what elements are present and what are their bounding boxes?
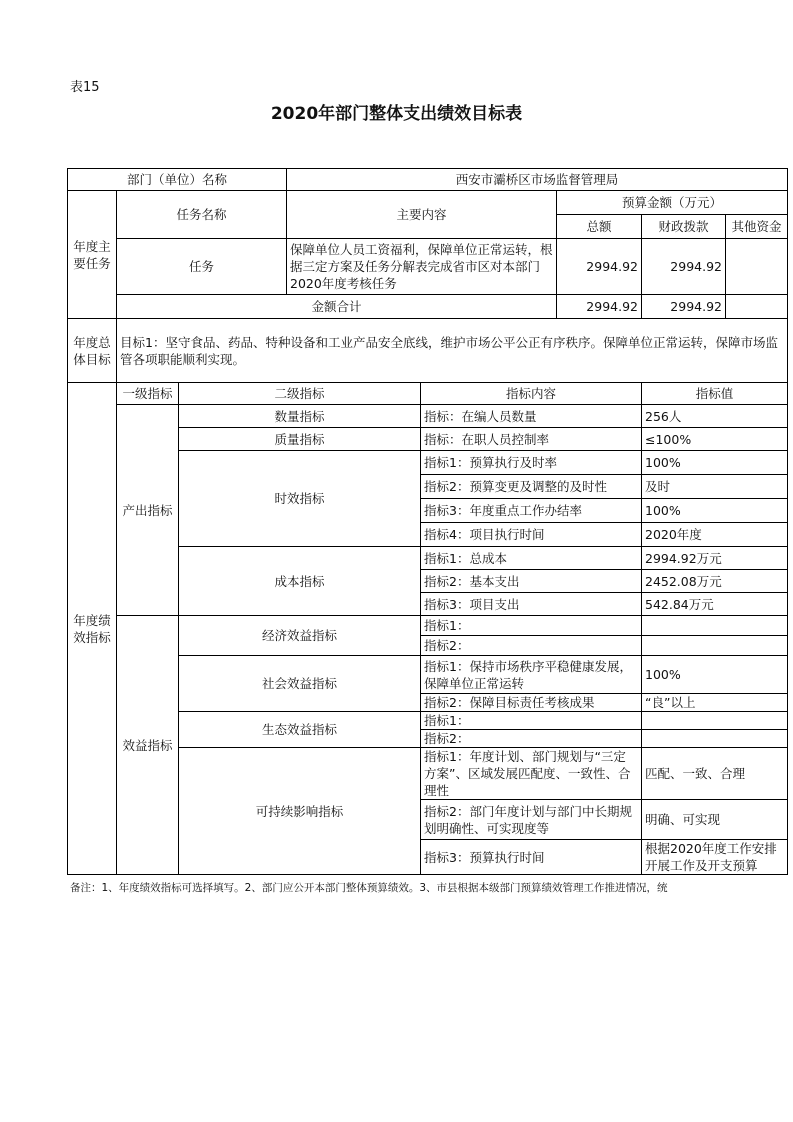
sum-total: 2994.92 xyxy=(557,295,642,319)
cost-value-2: 2452.08万元 xyxy=(642,570,788,593)
performance-target-table xyxy=(67,168,788,875)
sum-other xyxy=(726,295,788,319)
indicator-content-header: 指标内容 xyxy=(421,383,642,405)
timeliness-content-1: 指标1：预算执行及时率 xyxy=(421,451,642,475)
task-name: 任务 xyxy=(117,239,287,295)
task-fiscal: 2994.92 xyxy=(642,239,726,295)
sum-fiscal: 2994.92 xyxy=(642,295,726,319)
quantity-indicator-content: 指标：在编人员数量 xyxy=(421,405,642,428)
budget-header: 预算金额（万元） xyxy=(557,191,788,215)
tasks-section-label: 年度主要任务 xyxy=(68,191,117,319)
ecological-value-1 xyxy=(642,712,788,730)
sustainable-value-1: 匹配、一致、合理 xyxy=(642,748,788,800)
dept-label: 部门（单位）名称 xyxy=(68,169,287,191)
quality-indicator-value: ≤100% xyxy=(642,428,788,451)
perf-section-label: 年度绩效指标 xyxy=(68,383,117,875)
task-content-header: 主要内容 xyxy=(287,191,557,239)
timeliness-value-2: 及时 xyxy=(642,475,788,499)
cost-indicator-label: 成本指标 xyxy=(179,547,421,616)
sum-label: 金额合计 xyxy=(117,295,557,319)
budget-fiscal-header: 财政拨款 xyxy=(642,215,726,239)
quantity-indicator-label: 数量指标 xyxy=(179,405,421,428)
timeliness-content-4: 指标4：项目执行时间 xyxy=(421,523,642,547)
overall-goal-label: 年度总体目标 xyxy=(68,319,117,383)
economic-indicator-label: 经济效益指标 xyxy=(179,616,421,656)
sustainable-content-3: 指标3：预算执行时间 xyxy=(421,840,642,875)
economic-content-2: 指标2： xyxy=(421,636,642,656)
task-content: 保障单位人员工资福利，保障单位正常运转，根据三定方案及任务分解表完成省市区对本部门2020年度考核任务 xyxy=(287,239,557,295)
ecological-value-2 xyxy=(642,730,788,748)
overall-goal-text: 目标1：坚守食品、药品、特种设备和工业产品安全底线，维护市场公平公正有序秩序。保障单位正常运转，保障市场监管各项职能顺利实现。 xyxy=(117,319,788,383)
timeliness-content-2: 指标2：预算变更及调整的及时性 xyxy=(421,475,642,499)
timeliness-value-3: 100% xyxy=(642,499,788,523)
footnote: 备注：1、年度绩效指标可选择填写。2、部门应公开本部门整体预算绩效。3、市县根据本级部门预算绩效管理工作推进情况，统 xyxy=(70,882,668,894)
budget-total-header: 总额 xyxy=(557,215,642,239)
task-other xyxy=(726,239,788,295)
cost-value-3: 542.84万元 xyxy=(642,593,788,616)
timeliness-indicator-label: 时效指标 xyxy=(179,451,421,547)
cost-value-1: 2994.92万元 xyxy=(642,547,788,570)
level1-header: 一级指标 xyxy=(117,383,179,405)
sustainable-content-1: 指标1：年度计划、部门规划与“三定方案”、区域发展匹配度、一致性、合理性 xyxy=(421,748,642,800)
social-content-1: 指标1：保持市场秩序平稳健康发展，保障单位正常运转 xyxy=(421,656,642,694)
level2-header: 二级指标 xyxy=(179,383,421,405)
sustainable-indicator-label: 可持续影响指标 xyxy=(179,748,421,875)
timeliness-value-1: 100% xyxy=(642,451,788,475)
table-number-label: 表15 xyxy=(70,80,100,95)
cost-content-1: 指标1：总成本 xyxy=(421,547,642,570)
economic-content-1: 指标1： xyxy=(421,616,642,636)
page-title: 2020年部门整体支出绩效目标表 xyxy=(270,104,523,124)
benefit-indicators-label: 效益指标 xyxy=(117,616,179,875)
ecological-content-1: 指标1： xyxy=(421,712,642,730)
dept-value: 西安市灞桥区市场监督管理局 xyxy=(287,169,788,191)
economic-value-1 xyxy=(642,616,788,636)
cost-content-2: 指标2：基本支出 xyxy=(421,570,642,593)
sustainable-content-2: 指标2：部门年度计划与部门中长期规划明确性、可实现度等 xyxy=(421,800,642,840)
social-indicator-label: 社会效益指标 xyxy=(179,656,421,712)
social-value-1: 100% xyxy=(642,656,788,694)
timeliness-content-3: 指标3：年度重点工作办结率 xyxy=(421,499,642,523)
timeliness-value-4: 2020年度 xyxy=(642,523,788,547)
cost-content-3: 指标3：项目支出 xyxy=(421,593,642,616)
social-content-2: 指标2：保障目标责任考核成果 xyxy=(421,694,642,712)
sustainable-value-3: 根据2020年度工作安排开展工作及开支预算 xyxy=(642,840,788,875)
social-value-2: “良”以上 xyxy=(642,694,788,712)
task-name-header: 任务名称 xyxy=(117,191,287,239)
budget-other-header: 其他资金 xyxy=(726,215,788,239)
indicator-value-header: 指标值 xyxy=(642,383,788,405)
economic-value-2 xyxy=(642,636,788,656)
task-total: 2994.92 xyxy=(557,239,642,295)
quantity-indicator-value: 256人 xyxy=(642,405,788,428)
sustainable-value-2: 明确、可实现 xyxy=(642,800,788,840)
ecological-content-2: 指标2： xyxy=(421,730,642,748)
ecological-indicator-label: 生态效益指标 xyxy=(179,712,421,748)
output-indicators-label: 产出指标 xyxy=(117,405,179,616)
quality-indicator-content: 指标：在职人员控制率 xyxy=(421,428,642,451)
quality-indicator-label: 质量指标 xyxy=(179,428,421,451)
